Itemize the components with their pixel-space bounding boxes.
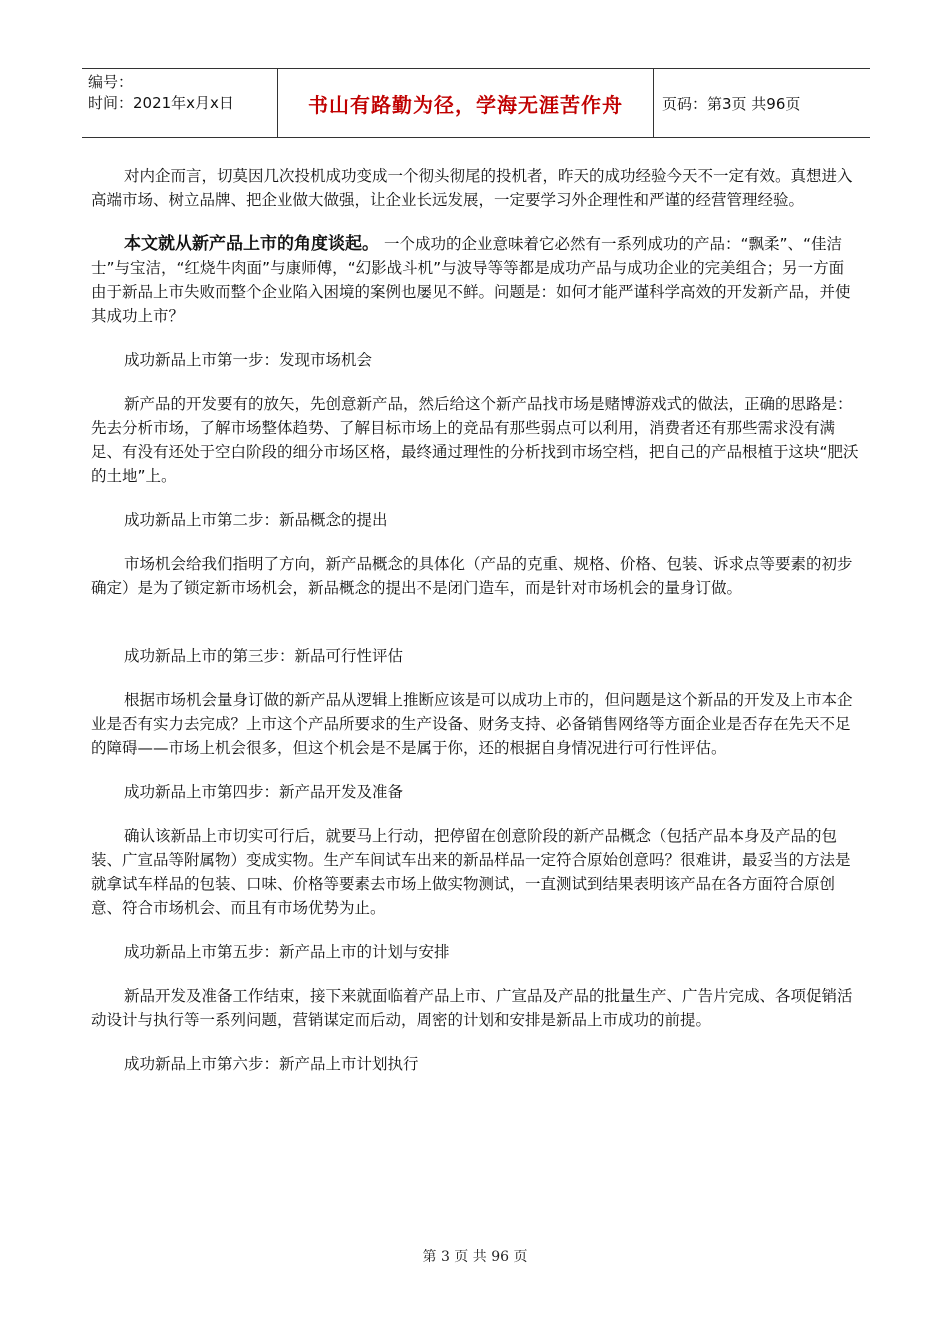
page-footer: 第 3 页 共 96 页 [422, 1249, 528, 1265]
header-table [82, 68, 870, 138]
page-info: 页码：第3页 共96页 [662, 94, 801, 113]
section-heading: 成功新品上市第四步：新产品开发及准备 [124, 783, 404, 801]
section-heading: 成功新品上市第一步：发现市场机会 [124, 351, 373, 369]
section-heading: 成功新品上市第二步：新品概念的提出 [124, 511, 388, 529]
document-body [91, 164, 859, 1076]
paragraph: 新产品的开发要有的放矢，先创意新产品，然后给这个新产品找市场是赌博游戏式的做法，正确的思路是：先去分析市场，了解市场整体趋势、了解目标市场上的竞品有那些弱点可以利用，消费者还有那些需求没有满足、有没有还处于空白阶段的细分市场区格，最终通过理性的分析找到市场空档，把自己的产品根植于这块“肥沃的土地”上。 [91, 395, 859, 485]
section-heading: 成功新品上市第六步：新产品上市计划执行 [124, 1055, 419, 1073]
paragraph: 对内企而言，切莫因几次投机成功变成一个彻头彻尾的投机者，昨天的成功经验今天不一定有效。真想进入高端市场、树立品牌、把企业做大做强，让企业长远发展，一定要学习外企理性和严谨的经营管理经验。 [91, 167, 853, 209]
time-label: 时间：2021年x月x日 [88, 94, 234, 112]
number-label: 编号： [88, 73, 134, 91]
paragraph: 市场机会给我们指明了方向，新产品概念的具体化（产品的克重、规格、价格、包装、诉求点等要素的初步确定）是为了锁定新市场机会，新品概念的提出不是闭门造车，而是针对市场机会的量身订做。 [91, 555, 853, 597]
paragraph [91, 232, 859, 328]
lead-sentence: 本文就从新产品上市的角度谈起。 [124, 234, 379, 254]
paragraph: 确认该新品上市切实可行后，就要马上行动，把停留在创意阶段的新产品概念（包括产品本身及产品的包装、广宣品等附属物）变成实物。生产车间试车出来的新品样品一定符合原始创意吗？很难讲，最妥当的方法是就拿试车样品的包装、口味、价格等要素去市场上做实物测试，一直测试到结果表明该产品在各方面符合原创意、符合市场机会、而且有市场优势为止。 [91, 827, 851, 917]
section-heading: 成功新品上市的第三步：新品可行性评估 [124, 647, 404, 665]
paragraph: 新品开发及准备工作结束，接下来就面临着产品上市、广宣品及产品的批量生产、广告片完成、各项促销活动设计与执行等一系列问题，营销谋定而后动，周密的计划和安排是新品上市成功的前提。 [91, 987, 853, 1029]
paragraph: 根据市场机会量身订做的新产品从逻辑上推断应该是可以成功上市的，但问题是这个新品的开发及上市本企业是否有实力去完成？上市这个产品所要求的生产设备、财务支持、必备销售网络等方面企业是否存在先天不足的障碍——市场上机会很多，但这个机会是不是属于你，还的根据自身情况进行可行性评估。 [91, 691, 853, 757]
header-meta-cell [82, 69, 278, 137]
section-heading: 成功新品上市第五步：新产品上市的计划与安排 [124, 943, 450, 961]
paragraph-text: 一个成功的企业意味着它必然有一系列成功的产品：“飘柔”、“佳洁士”与宝洁，“红烧牛肉面”与康师傅，“幻影战斗机”与波导等等都是成功产品与成功企业的完美组合；另一方面由于新品上市失败而整个企业陷入困境的案例也屡见不鲜。问题是：如何才能严谨科学高效的开发新产品，并使其成功上市？ [91, 235, 851, 325]
motto: 书山有路勤为径，学海无涯苦作舟 [278, 69, 654, 137]
